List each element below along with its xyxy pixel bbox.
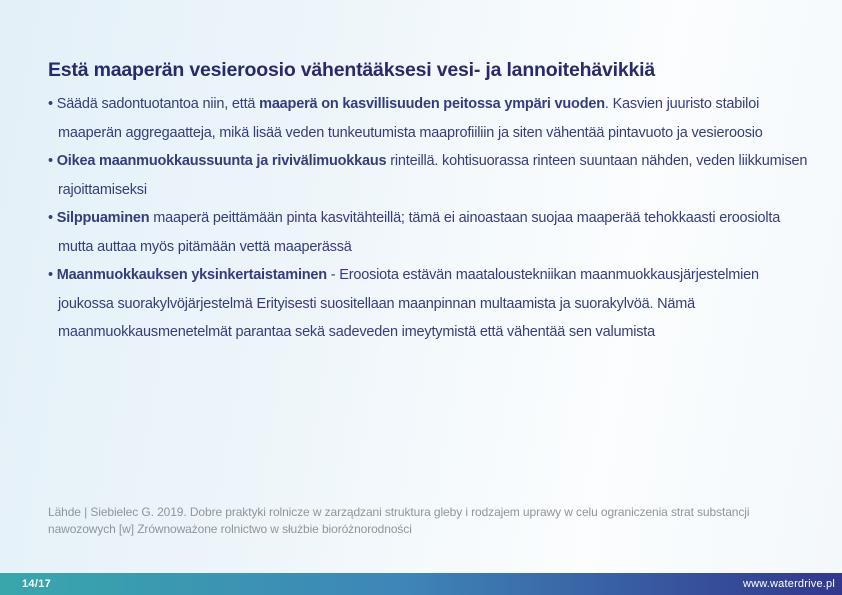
website-link[interactable]: www.waterdrive.pl [742,578,835,590]
bullet-text: Säädä sadontuotantoa niin, että [56,96,260,112]
bullet-text-bold: maaperä on kasvillisuuden peitossa ympäri vuoden [259,96,605,112]
bullet-list [48,90,814,347]
bullet-item [48,204,814,261]
bullet-text: rinteillä. kohtisuorassa rinteen suuntaan nähden, veden liikkumisen rajoittamiseksi [58,153,808,198]
bullet-text-bold: Oikea maanmuokkaussuunta ja rivivälimuokkaus [56,153,387,169]
bullet-text-bold: Maanmuokkauksen yksinkertaistaminen [56,267,327,283]
footer-bar [0,573,842,595]
bullet-item [48,147,814,204]
page-number: 14/17 [22,578,52,590]
bullet-item [48,90,814,147]
bullet-text: - Eroosiota estävän maataloustekniikan maanmuokkausjärjestelmien joukossa suorakylvöjärjestelmä Erityisesti suositellaan maanpinnan multaamista ja suorakylvöä. Nämä maanmuokkausmenetelmät parantaa sekä sadeveden imeytymistä että vähentää sen valumista [58,267,759,340]
bullet-item [48,261,814,347]
bullet-text: maaperä peittämään pinta kasvitähteillä; tämä ei ainoastaan suojaa maaperää tehokkaasti eroosiolta mutta auttaa myös pitämään vettä maaperässä [58,210,781,255]
bullet-dot-icon: • [48,96,57,112]
bullet-dot-icon: • [48,210,57,226]
bullet-text-bold: Silppuaminen [56,210,150,226]
bullet-dot-icon: • [48,153,57,169]
page-title: Estä maaperän vesieroosio vähentääksesi vesi- ja lannoitehävikkiä [48,59,655,82]
bullet-text: . Kasvien juuristo stabiloi maaperän aggregaatteja, mikä lisää veden tunkeutumista maaprofiiliin ja siten vähentää pintavuoto ja vesieroosio [58,96,763,141]
source-citation: Lähde | Siebielec G. 2019. Dobre praktyki rolnicze w zarządzani struktura gleby i rodzajem uprawy w celu ograniczenia strat substancji nawozowych [w] Zrównoważone rolnictwo w służbie bioróżnorodności [48,505,750,536]
bullet-dot-icon: • [48,267,57,283]
